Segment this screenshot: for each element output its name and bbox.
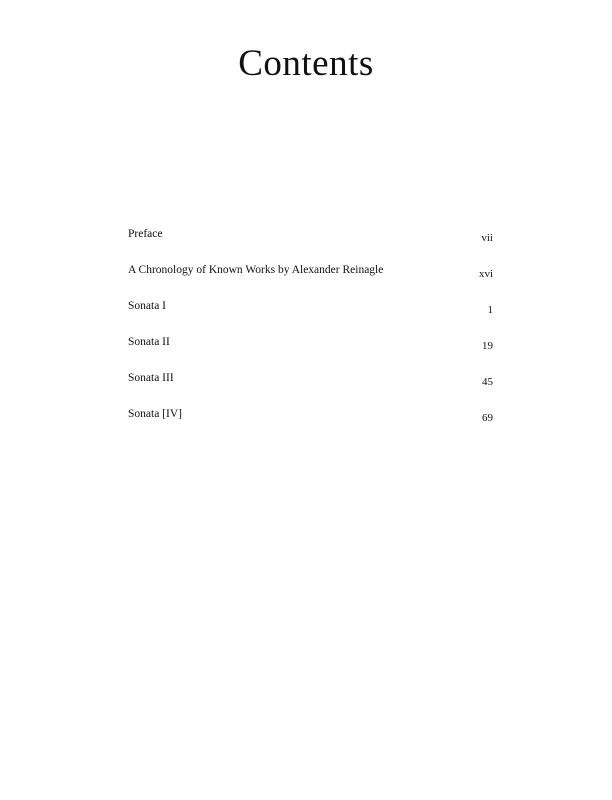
toc-entry-label: A Chronology of Known Works by Alexander Reinagle [128, 264, 384, 276]
toc-entry-chronology [128, 262, 494, 298]
toc-entry-page-number: 69 [482, 412, 493, 424]
table-of-contents [128, 226, 494, 442]
toc-entry-sonata-2 [128, 334, 494, 370]
toc-entry-label: Preface [128, 228, 163, 240]
toc-entry-label: Sonata III [128, 372, 174, 384]
toc-entry-page-number: 45 [482, 376, 493, 388]
toc-entry-label: Sonata II [128, 336, 170, 348]
toc-entry-page-number: 19 [482, 340, 493, 352]
toc-entry-sonata-1 [128, 298, 494, 334]
toc-entry-label: Sonata [IV] [128, 408, 182, 420]
toc-entry-preface [128, 226, 494, 262]
toc-entry-page-number: vii [481, 232, 493, 244]
toc-entry-page-number: 1 [487, 304, 493, 316]
toc-entry-sonata-3 [128, 370, 494, 406]
toc-entry-label: Sonata I [128, 300, 167, 312]
toc-entry-page-number: xvi [478, 268, 493, 280]
page-title: Contents [238, 43, 374, 84]
toc-entry-sonata-4 [128, 406, 494, 442]
